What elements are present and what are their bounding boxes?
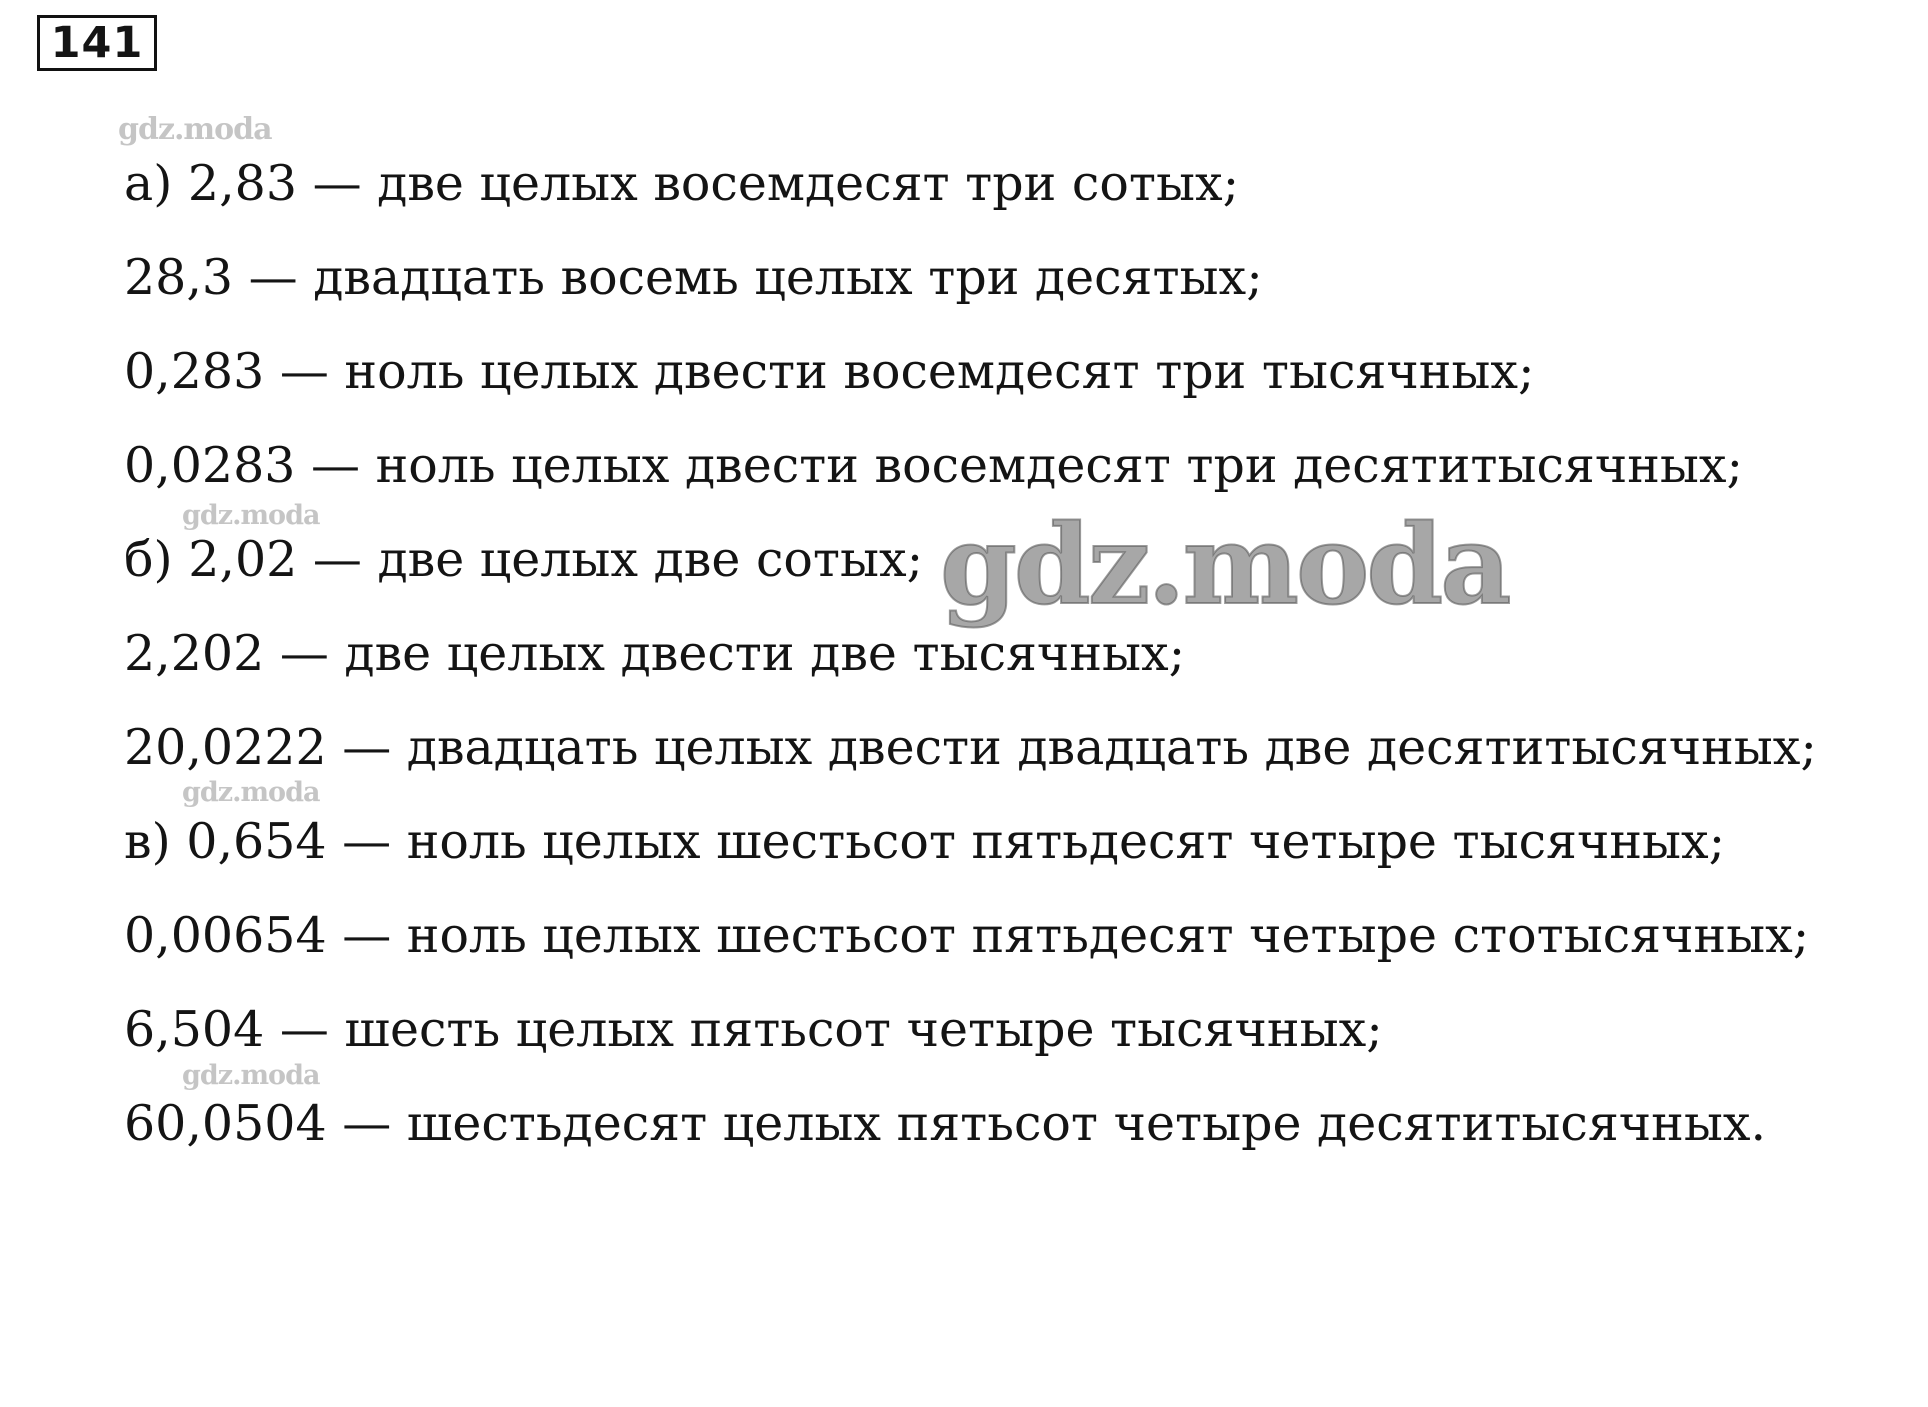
watermark-logo: gdz.moda bbox=[182, 500, 320, 531]
answer-line-c-4: 60,0504 — шестьдесят целых пятьсот четыре десятитысячных. bbox=[124, 1095, 1767, 1152]
answer-line-a-1: а) 2,83 — две целых восемдесят три сотых; bbox=[124, 155, 1240, 212]
answer-line-a-2: 28,3 — двадцать восемь целых три десятых; bbox=[124, 249, 1263, 306]
answer-line-b-2: 2,202 — две целых двести две тысячных; bbox=[124, 625, 1186, 682]
answer-line-c-1: в) 0,654 — ноль целых шестьсот пятьдесят четыре тысячных; bbox=[124, 813, 1726, 870]
answer-line-c-2: 0,00654 — ноль целых шестьсот пятьдесят четыре стотысячных; bbox=[124, 907, 1810, 964]
watermark-logo: gdz.moda bbox=[118, 112, 272, 147]
watermark-logo: gdz.moda bbox=[182, 777, 320, 808]
answer-line-b-3: 20,0222 — двадцать целых двести двадцать две десятитысячных; bbox=[124, 719, 1817, 776]
answer-line-a-4: 0,0283 — ноль целых двести восемдесят три десятитысячных; bbox=[124, 437, 1744, 494]
problem-number-box: 141 bbox=[37, 15, 157, 71]
answer-line-b-1: б) 2,02 — две целых две сотых; bbox=[124, 531, 924, 588]
answer-line-c-3: 6,504 — шесть целых пятьсот четыре тысячных; bbox=[124, 1001, 1383, 1058]
watermark-logo: gdz.moda bbox=[182, 1060, 320, 1091]
watermark-logo-large: gdz.moda bbox=[940, 500, 1509, 629]
answer-text bbox=[124, 154, 1914, 1188]
answer-line-a-3: 0,283 — ноль целых двести восемдесят три тысячных; bbox=[124, 343, 1535, 400]
